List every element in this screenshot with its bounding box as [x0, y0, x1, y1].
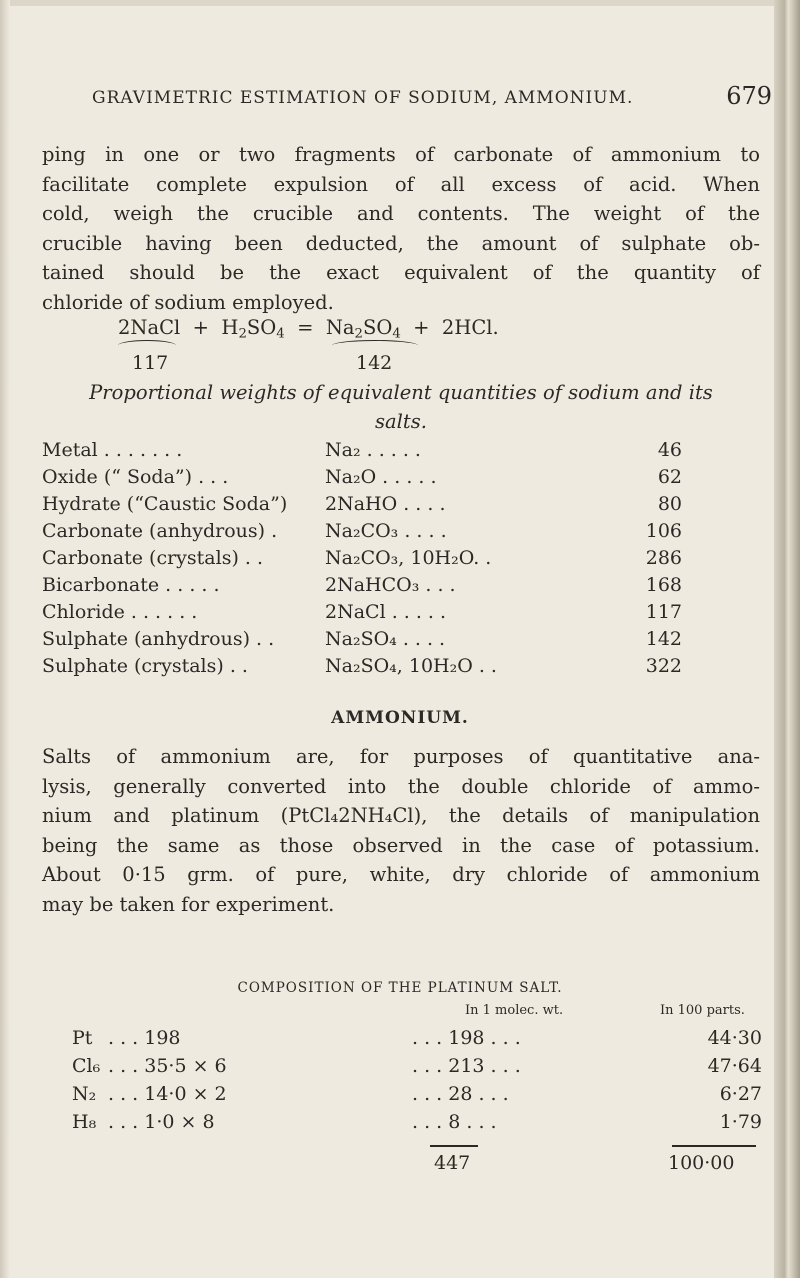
molecular-weight: . . . 198 . . . — [412, 1027, 521, 1049]
salt-weight: 62 — [657, 466, 682, 488]
plus-sign: + — [192, 316, 210, 339]
table-caption — [42, 378, 760, 436]
composition-row — [72, 1027, 772, 1055]
element-symbol: H₈ — [72, 1111, 97, 1133]
table-row — [42, 518, 682, 545]
percent-value: 47·64 — [707, 1055, 762, 1077]
table-row — [42, 545, 682, 572]
text-line: crucible having been deducted, the amount of sulphate ob- — [42, 231, 760, 255]
text-line: About 0·15 grm. of pure, white, dry chloride of ammonium — [42, 863, 760, 886]
composition-row — [72, 1055, 772, 1083]
caption-line: Proportional weights of equivalent quantities of sodium and its — [89, 381, 713, 404]
table-row — [42, 626, 682, 653]
caption-line: salts. — [375, 410, 427, 433]
salt-name: Oxide (“ Soda”) . . . — [42, 466, 229, 488]
column-header-percent: In 100 parts. — [660, 1003, 745, 1018]
sum-rule-molecular — [430, 1145, 478, 1147]
text-line: nium and platinum (PtCl₄2NH₄Cl), the details of manipulation — [42, 804, 760, 827]
molecular-weight: . . . 28 . . . — [412, 1083, 509, 1105]
total-molecular-weight: 447 — [434, 1152, 471, 1174]
calculation: . . . 1·0 × 8 — [108, 1111, 215, 1133]
underbrace-right — [332, 340, 418, 351]
composition-title: COMPOSITION OF THE PLATINUM SALT. — [237, 980, 563, 996]
table-row — [42, 599, 682, 626]
calculation: . . . 198 — [108, 1027, 181, 1049]
product-hydrochloric-acid: 2HCl. — [441, 316, 499, 339]
salt-weight: 286 — [645, 547, 682, 569]
table-row — [42, 491, 682, 518]
chemical-equation — [118, 316, 499, 342]
ammonium-paragraph — [42, 742, 760, 919]
salt-formula: Na₂ . . . . . — [325, 439, 421, 461]
salt-weight: 117 — [645, 601, 682, 623]
text-line: cold, weigh the crucible and contents. The weight of the — [42, 202, 760, 225]
weight-right: 142 — [356, 352, 393, 374]
text-line: tained should be the exact equivalent of the quantity of — [42, 261, 760, 284]
salt-formula: Na₂SO₄, 10H₂O . . — [325, 655, 497, 677]
salt-formula: Na₂SO₄ . . . . — [325, 628, 446, 650]
text-line: chloride of sodium employed. — [42, 290, 334, 314]
page-left-edge — [0, 0, 10, 1278]
text-line: being the same as those observed in the case of potassium. — [42, 833, 760, 857]
salt-formula: 2NaHO . . . . — [325, 493, 446, 515]
book-fore-edge — [774, 0, 800, 1278]
product-sodium-sulphate: $Na_2SO_4$ — [325, 316, 401, 342]
sum-rule-percent — [672, 1145, 756, 1147]
equivalent-weights-table — [42, 437, 682, 680]
table-row — [42, 653, 682, 680]
intro-paragraph — [42, 140, 760, 317]
equals-sign: = — [297, 316, 314, 339]
molecular-weight: . . . 8 . . . — [412, 1111, 497, 1133]
salt-formula: Na₂CO₃, 10H₂O. . — [325, 547, 492, 569]
salt-name: Sulphate (crystals) . . — [42, 655, 248, 677]
page-top-edge — [0, 0, 800, 6]
text-line: facilitate complete expulsion of all excess of acid. When — [42, 172, 760, 196]
salt-formula: Na₂CO₃ . . . . — [325, 520, 447, 542]
composition-row — [72, 1083, 772, 1111]
salt-name: Carbonate (anhydrous) . — [42, 520, 278, 542]
salt-name: Metal . . . . . . . — [42, 439, 183, 461]
salt-weight: 168 — [645, 574, 682, 596]
reactant-sulphuric-acid: $H_2SO_4$ — [221, 316, 285, 342]
column-header-molecular-weight: In 1 molec. wt. — [465, 1003, 564, 1018]
salt-name: Hydrate (“Caustic Soda”) — [42, 493, 288, 515]
salt-formula: 2NaHCO₃ . . . — [325, 574, 456, 596]
salt-weight: 80 — [657, 493, 682, 515]
table-row — [42, 437, 682, 464]
calculation: . . . 14·0 × 2 — [108, 1083, 227, 1105]
percent-value: 6·27 — [719, 1083, 762, 1105]
molecular-weight: . . . 213 . . . — [412, 1055, 521, 1077]
element-symbol: Cl₆ — [72, 1055, 101, 1077]
plus-sign: + — [413, 316, 430, 339]
salt-formula: Na₂O . . . . . — [325, 466, 437, 488]
table-row — [42, 464, 682, 491]
text-line: lysis, generally converted into the double chloride of ammo- — [42, 774, 760, 798]
salt-formula: 2NaCl . . . . . — [325, 601, 447, 623]
salt-name: Sulphate (anhydrous) . . — [42, 628, 275, 650]
salt-weight: 142 — [645, 628, 682, 650]
running-head — [92, 82, 772, 110]
element-symbol: Pt — [72, 1027, 93, 1049]
salt-name: Bicarbonate . . . . . — [42, 574, 220, 596]
underbrace-left — [118, 340, 176, 351]
salt-name: Carbonate (crystals) . . — [42, 547, 264, 569]
text-line: Salts of ammonium are, for purposes of quantitative ana- — [42, 745, 760, 768]
salt-weight: 322 — [645, 655, 682, 677]
text-line: ping in one or two fragments of carbonate of ammonium to — [42, 143, 760, 166]
text-line: may be taken for experiment. — [42, 892, 335, 916]
element-symbol: N₂ — [72, 1083, 97, 1105]
salt-name: Chloride . . . . . . — [42, 601, 198, 623]
salt-weight: 46 — [657, 439, 682, 461]
reactant-sodium-chloride: 2NaCl — [118, 316, 181, 339]
calculation: . . . 35·5 × 6 — [108, 1055, 227, 1077]
table-row — [42, 572, 682, 599]
page-number: 679 — [726, 82, 772, 110]
total-percent: 100·00 — [668, 1152, 735, 1174]
running-head-title: GRAVIMETRIC ESTIMATION OF SODIUM, AMMONIUM. — [92, 88, 634, 108]
composition-row — [72, 1111, 772, 1139]
salt-weight: 106 — [645, 520, 682, 542]
weight-left: 117 — [132, 352, 169, 374]
percent-value: 1·79 — [719, 1111, 762, 1133]
percent-value: 44·30 — [707, 1027, 762, 1049]
section-heading-ammonium: AMMONIUM. — [331, 708, 469, 728]
